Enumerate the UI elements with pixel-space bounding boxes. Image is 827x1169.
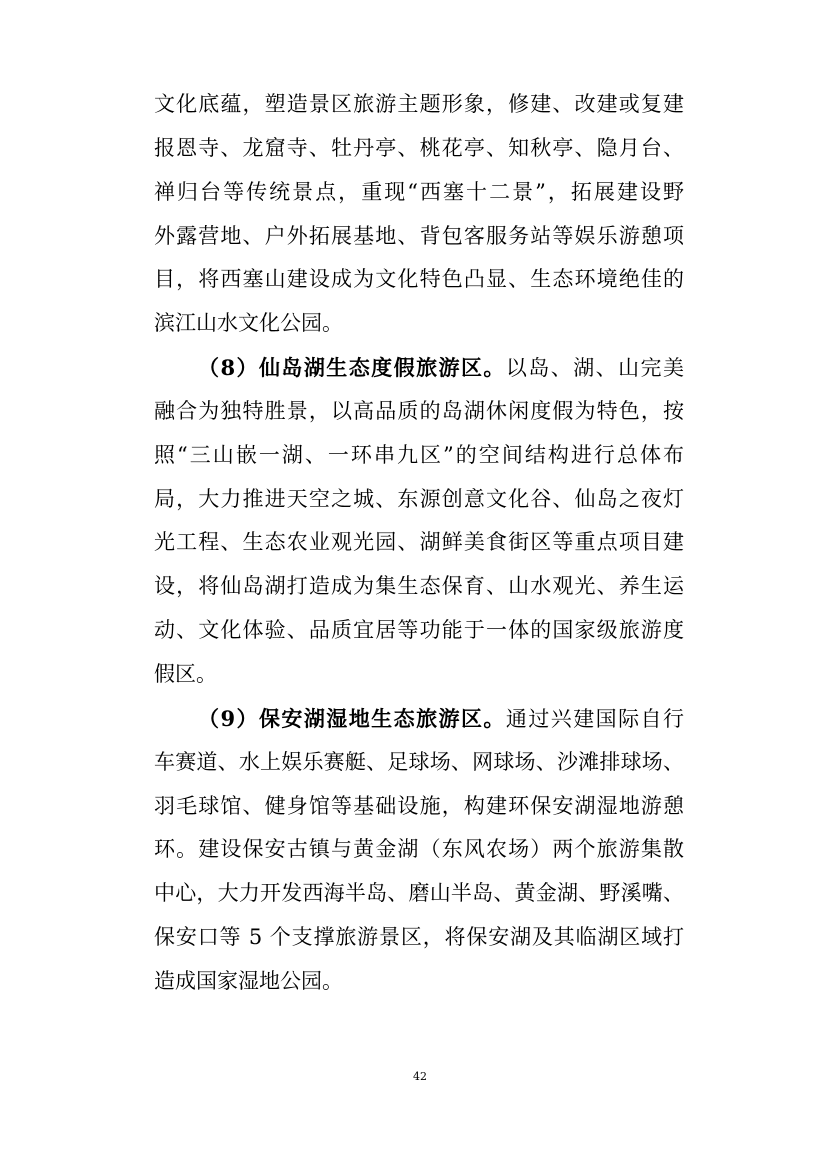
text-line: 假区。 bbox=[154, 661, 217, 686]
text-line: 禅归台等传统景点，重现“西塞十二景”，拓展建设野 bbox=[154, 179, 684, 204]
text-line: 造成国家湿地公园。 bbox=[154, 968, 343, 993]
text-line: 外露营地、户外拓展基地、背包客服务站等娱乐游憩项 bbox=[154, 223, 684, 248]
paragraph-xisaishan bbox=[154, 83, 684, 346]
text-line: 羽毛球馆、健身馆等基础设施，构建环保安湖湿地游憩 bbox=[154, 793, 684, 818]
text-span: 以岛、湖、山完美 bbox=[505, 356, 684, 381]
text-line: 局，大力推进天空之城、东源创意文化谷、仙岛之夜灯 bbox=[154, 486, 684, 511]
text-line bbox=[154, 346, 684, 390]
text-line: 车赛道、水上娱乐赛艇、足球场、网球场、沙滩排球场、 bbox=[154, 749, 684, 774]
text-line bbox=[154, 697, 684, 741]
text-line: 融合为独特胜景，以高品质的岛湖休闲度假为特色，按 bbox=[154, 398, 684, 423]
text-line: 报恩寺、龙窟寺、牡丹亭、桃花亭、知秋亭、隐月台、 bbox=[154, 135, 684, 160]
section-heading: （8）仙岛湖生态度假旅游区。 bbox=[198, 355, 506, 381]
page-number: 42 bbox=[413, 1070, 427, 1083]
text-line: 中心，大力开发西海半岛、磨山半岛、黄金湖、野溪嘴、 bbox=[154, 881, 684, 906]
text-line: 滨江山水文化公园。 bbox=[154, 311, 343, 336]
paragraph-xiandaohu bbox=[154, 346, 684, 697]
paragraph-baoanhu bbox=[154, 697, 684, 1004]
text-line: 动、文化体验、品质宜居等功能于一体的国家级旅游度 bbox=[154, 618, 684, 643]
text-line: 照“三山嵌一湖、一环串九区”的空间结构进行总体布 bbox=[154, 442, 684, 467]
section-heading: （9）保安湖湿地生态旅游区。 bbox=[198, 705, 506, 731]
document-body bbox=[154, 83, 684, 1004]
text-line: 环。建设保安古镇与黄金湖（东风农场）两个旅游集散 bbox=[154, 837, 684, 862]
text-line: 光工程、生态农业观光园、湖鲜美食街区等重点项目建 bbox=[154, 530, 684, 555]
text-line: 目，将西塞山建设成为文化特色凸显、生态环境绝佳的 bbox=[154, 267, 684, 292]
text-line: 保安口等 5 个支撑旅游景区，将保安湖及其临湖区域打 bbox=[154, 925, 684, 950]
text-line: 设，将仙岛湖打造成为集生态保育、山水观光、养生运 bbox=[154, 574, 684, 599]
text-span: 通过兴建国际自行 bbox=[505, 706, 684, 731]
text-line: 文化底蕴，塑造景区旅游主题形象，修建、改建或复建 bbox=[154, 92, 684, 116]
